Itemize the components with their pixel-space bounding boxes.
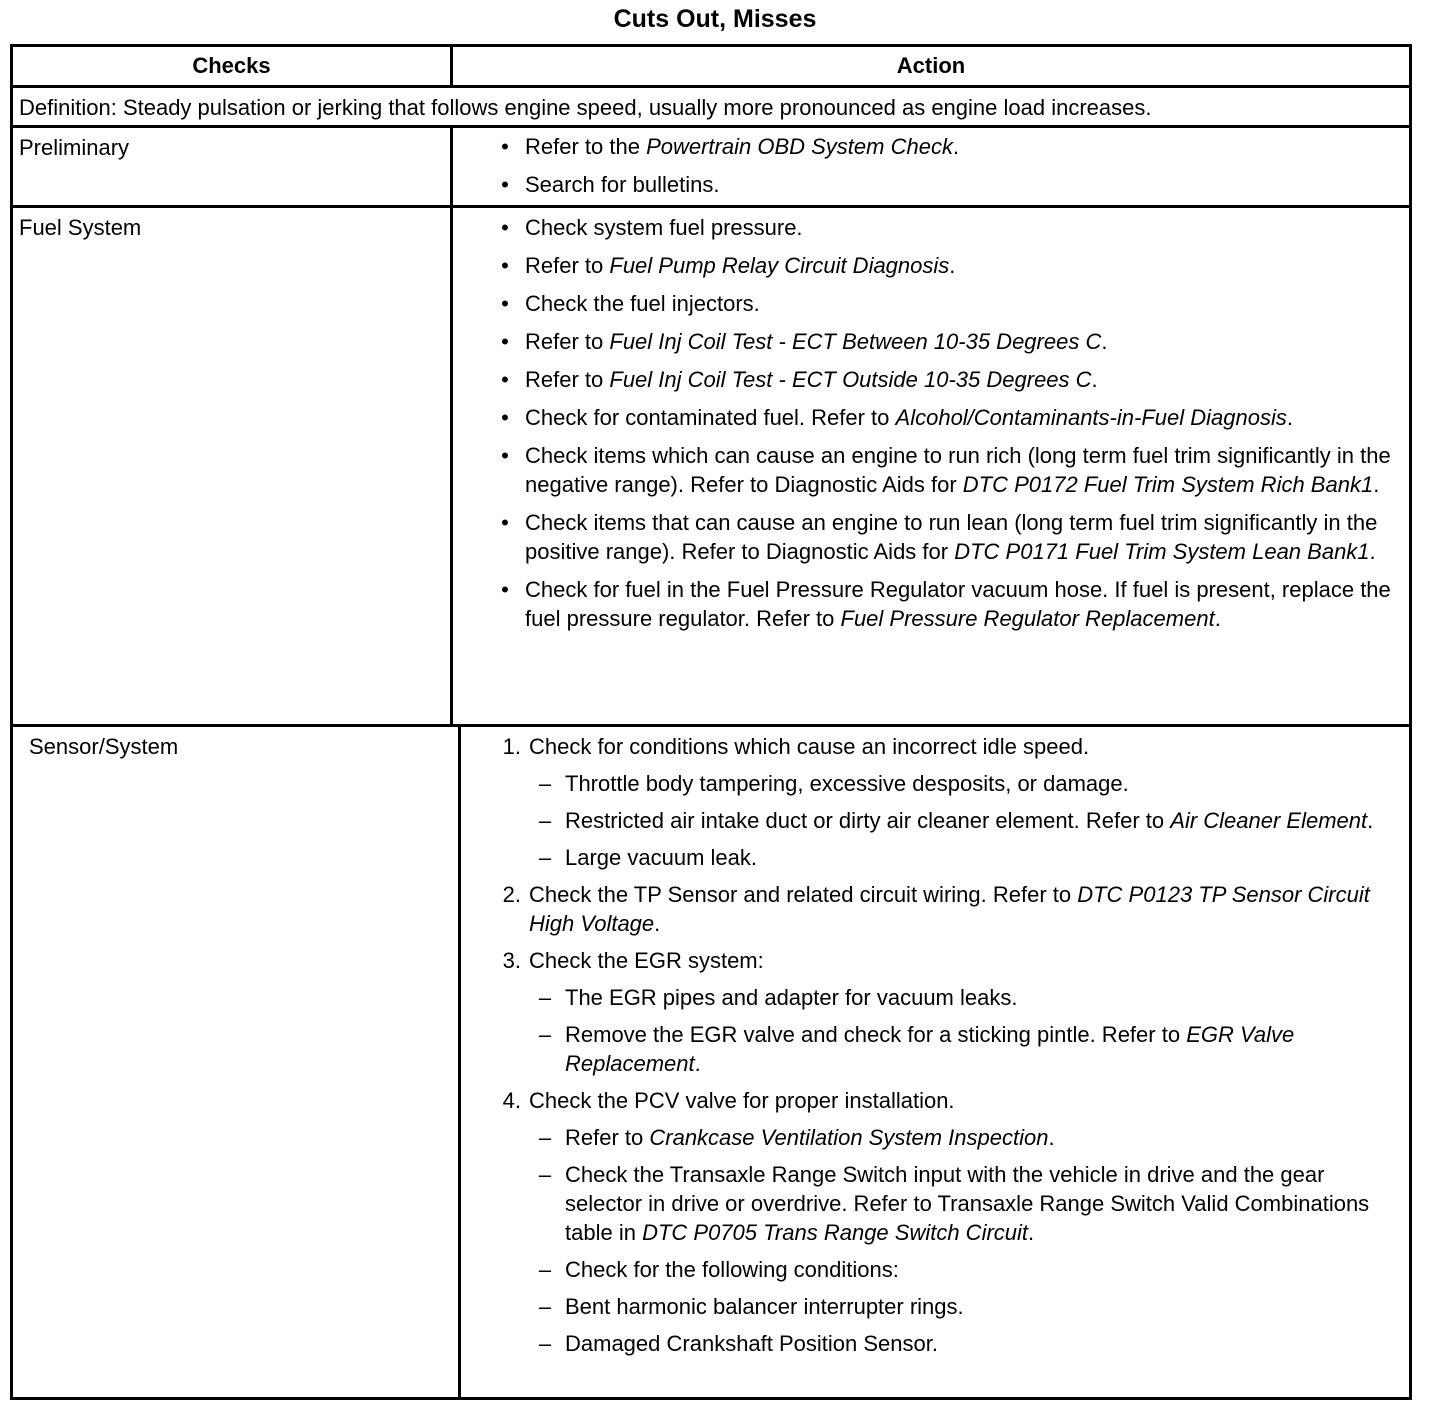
action-text: Refer to xyxy=(525,329,610,354)
action-item xyxy=(538,983,1403,1012)
action-text-end: . xyxy=(1028,1220,1035,1245)
dash-marker: – xyxy=(538,1257,552,1282)
bullet-marker: • xyxy=(501,405,509,430)
action-item xyxy=(538,1255,1403,1284)
dash-marker: – xyxy=(538,771,552,796)
reference-link: Crankcase Ventilation System Inspection xyxy=(649,1125,1049,1150)
action-item xyxy=(538,1160,1403,1247)
bullet-marker: • xyxy=(501,291,509,316)
bullet-marker: • xyxy=(501,253,509,278)
action-text: Throttle body tampering, excessive desposits, or damage. xyxy=(565,771,1129,796)
check-label: Sensor/System xyxy=(29,734,179,759)
bullet-marker: • xyxy=(501,443,509,468)
action-text: Check the EGR system: xyxy=(529,948,764,973)
action-text: Damaged Crankshaft Position Sensor. xyxy=(565,1331,938,1356)
action-text: Refer to xyxy=(525,253,610,278)
header-checks: Checks xyxy=(192,53,271,78)
action-item xyxy=(501,170,1403,199)
dash-marker: – xyxy=(538,1331,552,1356)
action-text-end: . xyxy=(1048,1125,1055,1150)
reference-link: EGR Valve Replacement xyxy=(565,1022,1295,1076)
reference-link: DTC P0123 TP Sensor Circuit High Voltage xyxy=(529,882,1370,936)
action-text: Refer to xyxy=(525,367,610,392)
action-item xyxy=(538,1292,1403,1321)
action-list xyxy=(501,132,1403,208)
preliminary-row xyxy=(13,128,1409,208)
reference-link: Air Cleaner Element xyxy=(1170,808,1368,833)
action-item xyxy=(538,1329,1403,1358)
dash-marker: – xyxy=(538,985,552,1010)
step-number: 1. xyxy=(502,734,521,759)
action-item xyxy=(501,365,1403,394)
action-text: Check the PCV valve for proper installation. xyxy=(529,1088,955,1113)
action-text: Check for contaminated fuel. Refer to xyxy=(525,405,896,430)
action-item xyxy=(501,403,1403,432)
fuel-system-row xyxy=(13,208,1409,727)
check-label: Fuel System xyxy=(19,215,142,240)
action-text: Check the TP Sensor and related circuit wiring. Refer to xyxy=(529,882,1078,907)
step-number: 4. xyxy=(502,1088,521,1113)
diagnostic-table xyxy=(10,44,1412,1400)
action-item xyxy=(501,441,1403,499)
dash-marker: – xyxy=(538,1162,552,1187)
action-item xyxy=(538,1123,1403,1152)
dash-marker: – xyxy=(538,1294,552,1319)
header-row xyxy=(13,47,1409,88)
dash-marker: – xyxy=(538,1022,552,1047)
action-text: Check items that can cause an engine to run lean (long term fuel trim significantly in the positive range). Refer to Diagnostic Aids for xyxy=(525,510,1378,564)
action-text: Check the fuel injectors. xyxy=(525,291,760,316)
action-text-end: . xyxy=(1214,606,1221,631)
action-text-end: . xyxy=(694,1051,701,1076)
action-text-end: . xyxy=(949,253,956,278)
dash-marker: – xyxy=(538,845,552,870)
action-item xyxy=(502,732,1403,761)
action-item xyxy=(501,575,1403,633)
action-item xyxy=(501,251,1403,280)
action-item xyxy=(538,843,1403,872)
reference-link: DTC P0172 Fuel Trim System Rich Bank1 xyxy=(962,472,1374,497)
action-item xyxy=(538,806,1403,835)
reference-link: Fuel Inj Coil Test - ECT Between 10-35 Degrees C xyxy=(609,329,1102,354)
action-item xyxy=(502,880,1403,938)
reference-link: DTC P0705 Trans Range Switch Circuit xyxy=(642,1220,1029,1245)
page-title: Cuts Out, Misses xyxy=(613,5,817,33)
bullet-marker: • xyxy=(501,134,509,159)
check-label: Preliminary xyxy=(19,135,130,160)
action-text-end: . xyxy=(1101,329,1108,354)
dash-marker: – xyxy=(538,1125,552,1150)
action-text: Check items which can cause an engine to run rich (long term fuel trim significantly in the negative range). Refer to Diagnostic Aids for xyxy=(525,443,1391,497)
reference-link: DTC P0171 Fuel Trim System Lean Bank1 xyxy=(954,539,1370,564)
action-list xyxy=(502,732,1403,1366)
action-text: Remove the EGR valve and check for a sticking pintle. Refer to xyxy=(565,1022,1187,1047)
action-text: Check for conditions which cause an incorrect idle speed. xyxy=(529,734,1090,759)
bullet-marker: • xyxy=(501,329,509,354)
action-item xyxy=(501,327,1403,356)
action-text: Check for the following conditions: xyxy=(565,1257,899,1282)
action-item xyxy=(501,132,1403,161)
definition-text: Definition: Steady pulsation or jerking that follows engine speed, usually more pronounced as engine load increases. xyxy=(19,95,1152,120)
header-action: Action xyxy=(896,53,966,78)
bullet-marker: • xyxy=(501,510,509,535)
action-text: Refer to xyxy=(565,1125,650,1150)
action-text-end: . xyxy=(1286,405,1293,430)
action-item xyxy=(501,213,1403,242)
action-text-end: . xyxy=(1091,367,1098,392)
action-text: Check system fuel pressure. xyxy=(525,215,803,240)
action-item xyxy=(538,1020,1403,1078)
reference-link: Alcohol/Contaminants-in-Fuel Diagnosis xyxy=(895,405,1287,430)
reference-link: Fuel Pump Relay Circuit Diagnosis xyxy=(609,253,950,278)
bullet-marker: • xyxy=(501,367,509,392)
bullet-marker: • xyxy=(501,215,509,240)
action-text: The EGR pipes and adapter for vacuum leaks. xyxy=(565,985,1018,1010)
action-text-end: . xyxy=(1373,472,1380,497)
reference-link: Fuel Pressure Regulator Replacement xyxy=(840,606,1215,631)
action-text: Bent harmonic balancer interrupter rings. xyxy=(565,1294,964,1319)
action-text-end: . xyxy=(952,134,960,159)
action-text-end: . xyxy=(1369,539,1376,564)
step-number: 3. xyxy=(502,948,521,973)
action-text-end: . xyxy=(654,911,661,936)
reference-link: Fuel Inj Coil Test - ECT Outside 10-35 Degrees C xyxy=(609,367,1092,392)
dash-marker: – xyxy=(538,808,552,833)
reference-link: Powertrain OBD System Check xyxy=(646,134,953,159)
action-text: Check for fuel in the Fuel Pressure Regulator vacuum hose. If fuel is present, replace the fuel pressure regulator. Refer to xyxy=(525,577,1391,631)
step-number: 2. xyxy=(502,882,521,907)
action-item xyxy=(502,1086,1403,1115)
action-text: Search for bulletins. xyxy=(525,172,720,197)
action-item xyxy=(501,508,1403,566)
action-item xyxy=(502,946,1403,975)
action-text: Refer to the xyxy=(525,134,647,159)
bullet-marker: • xyxy=(501,577,509,602)
bullet-marker: • xyxy=(501,172,509,197)
action-text: Large vacuum leak. xyxy=(565,845,757,870)
action-item xyxy=(501,289,1403,318)
action-text: Restricted air intake duct or dirty air cleaner element. Refer to xyxy=(565,808,1171,833)
action-list xyxy=(501,213,1403,642)
action-text-end: . xyxy=(1367,808,1374,833)
action-text: Check the Transaxle Range Switch input with the vehicle in drive and the gear selector in drive or overdrive. Refer to Transaxle Range Switch Valid Combinations table in xyxy=(565,1162,1370,1245)
sensor-system-row xyxy=(13,727,1409,1397)
definition-row xyxy=(13,88,1409,128)
action-item xyxy=(538,769,1403,798)
